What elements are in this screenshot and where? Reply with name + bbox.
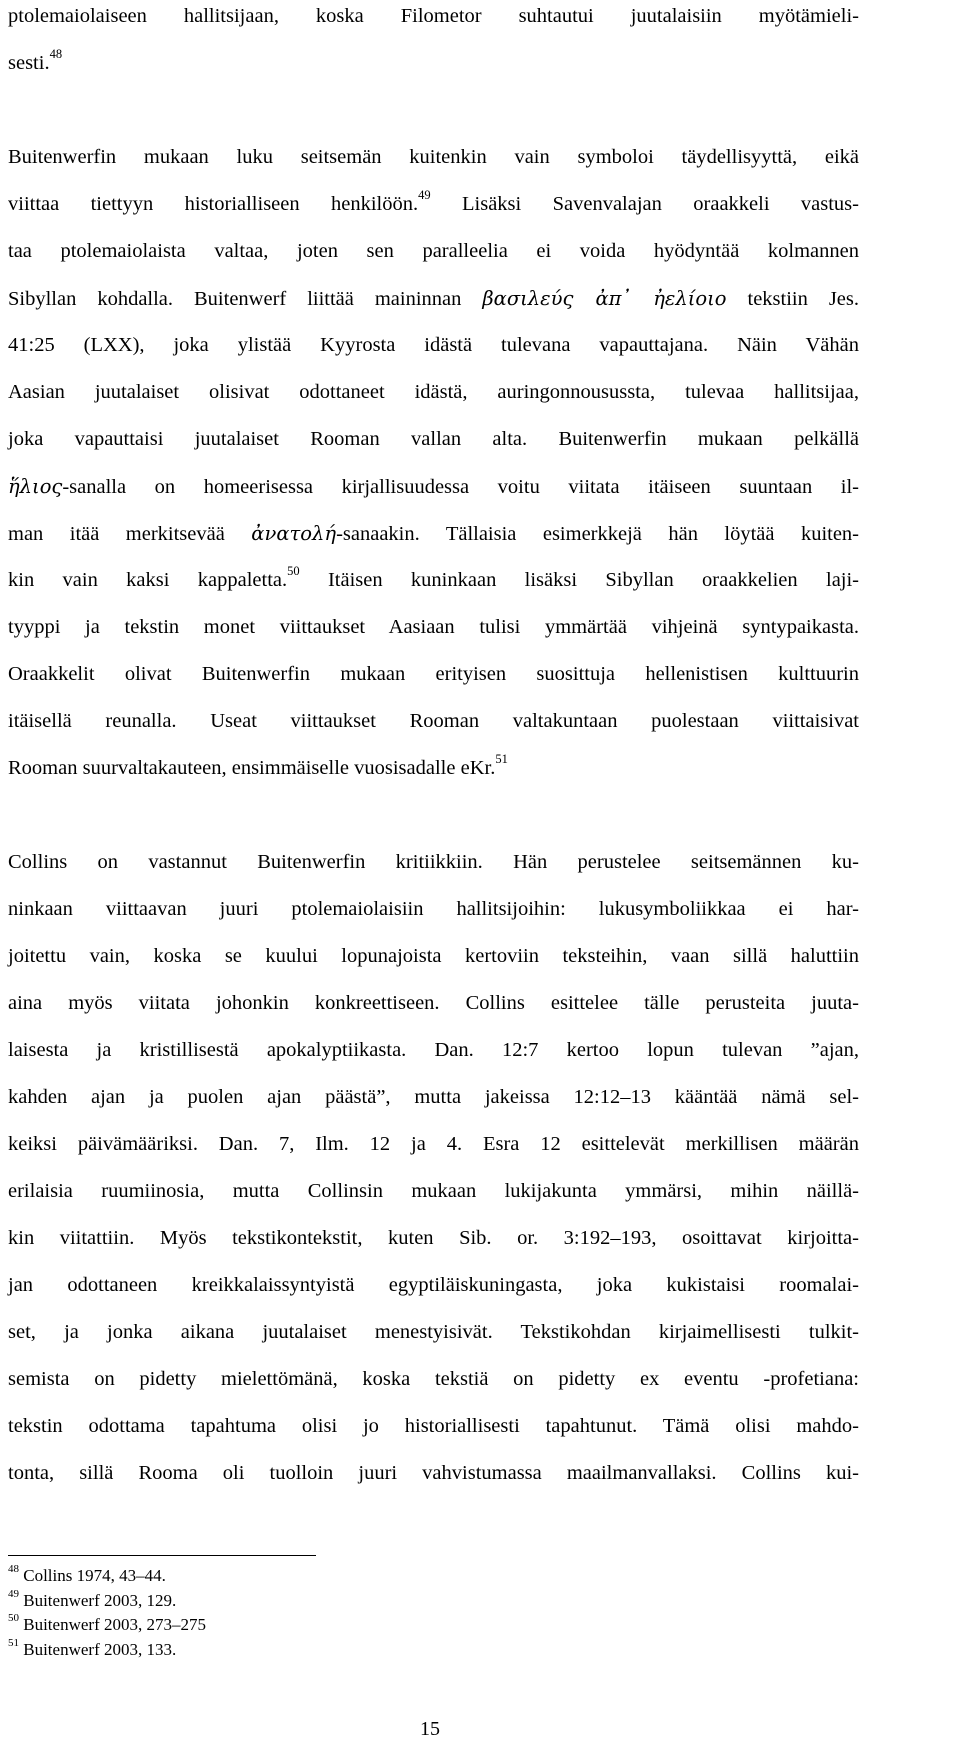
footnote-number: 51 — [8, 1636, 19, 1649]
line-text: Itäisen kuninkaan lisäksi Sibyllan oraakkelien laji- — [299, 569, 860, 591]
text-line — [8, 275, 859, 322]
text-line — [8, 1121, 859, 1168]
line-text: tekstiin Jes. — [726, 288, 860, 310]
footnote-ref: 48 — [49, 47, 63, 62]
greek-phrase: ἀνατολή — [251, 522, 337, 545]
body-text — [8, 0, 859, 1497]
line-text: kin viitattiin. Myös tekstikontekstit, kuten Sib. or. 3:192–193, osoittavat kirjoitta- — [8, 1227, 859, 1249]
line-text: taa ptolemaiolaista valtaa, joten sen paralleelia ei voida hyödyntää kolmannen — [8, 240, 859, 262]
text-line — [8, 1450, 859, 1497]
footnote — [8, 1564, 708, 1589]
line-text: -sanaakin. Tällaisia esimerkkejä hän löytää kuiten- — [336, 523, 860, 545]
greek-phrase: ἥλιος — [8, 475, 63, 498]
line-text: viittaa tiettyyn historialliseen henkilöön. — [8, 193, 419, 215]
footnote — [8, 1589, 708, 1614]
line-text: -sanalla on homeerisessa kirjallisuudessa voitu viitata itäiseen suuntaan il- — [62, 476, 859, 498]
text-line — [8, 651, 859, 698]
footnote-ref: 49 — [418, 188, 431, 203]
text-line — [8, 0, 859, 40]
text-line — [8, 322, 859, 369]
line-text: Sibyllan kohdalla. Buitenwerf liittää maininnan — [8, 288, 483, 310]
text-line — [8, 933, 859, 980]
footnote — [8, 1613, 708, 1638]
footnote-ref: 50 — [287, 564, 300, 579]
footnote-number: 50 — [8, 1612, 19, 1625]
footnote-text: Buitenwerf 2003, 273–275 — [23, 1615, 206, 1634]
text-line — [8, 886, 859, 933]
line-text: semista on pidetty mielettömänä, koska tekstiä on pidetty ex eventu -profetiana: — [8, 1368, 859, 1390]
line-text: 41:25 (LXX), joka ylistää Kyyrosta idästä tulevana vapauttajana. Näin Vähän — [8, 334, 859, 356]
footnote-number: 49 — [8, 1587, 19, 1600]
line-text: man itää merkitsevää — [8, 523, 252, 545]
text-line — [8, 980, 859, 1027]
text-line — [8, 698, 859, 745]
line-text: aina myös viitata johonkin konkreettiseen. Collins esittelee tälle perusteita juuta- — [8, 992, 859, 1014]
line-text: jan odottaneen kreikkalaissyntyistä egyptiläiskuningasta, joka kukistaisi roomalai- — [8, 1274, 859, 1296]
greek-phrase: βασιλεύς ἀπ᾽ ἠελίοιο — [482, 287, 727, 310]
text-line — [8, 1262, 859, 1309]
text-line — [8, 1027, 859, 1074]
text-line — [8, 1074, 859, 1121]
text-line — [8, 40, 859, 87]
paragraph-gap — [8, 792, 859, 839]
line-text: Rooman suurvaltakauteen, ensimmäiselle vuosisadalle eKr. — [8, 757, 496, 779]
text-line — [8, 745, 859, 792]
line-text: Buitenwerfin mukaan luku seitsemän kuitenkin vain symboloi täydellisyyttä, eikä — [8, 146, 859, 168]
line-text: Collins on vastannut Buitenwerfin kritiikkiin. Hän perustelee seitsemännen ku- — [8, 851, 859, 873]
line-text: kin vain kaksi kappaletta. — [8, 569, 288, 591]
line-text: tekstin odottama tapahtuma olisi jo historiallisesti tapahtunut. Tämä olisi mahdo- — [8, 1415, 859, 1437]
line-text: set, ja jonka aikana juutalaiset menestyisivät. Tekstikohdan kirjaimellisesti tulkit- — [8, 1321, 859, 1343]
line-text: joitettu vain, koska se kuului lopunajoista kertoviin teksteihin, vaan sillä haluttiin — [8, 945, 859, 967]
footnote-number: 48 — [8, 1563, 19, 1576]
line-text: sesti. — [8, 52, 50, 74]
page-number: 15 — [420, 1718, 440, 1740]
line-text: Lisäksi Savenvalajan oraakkeli vastus- — [430, 193, 859, 215]
text-line — [8, 1356, 859, 1403]
footnote-ref: 51 — [495, 752, 508, 767]
line-text: Aasian juutalaiset olisivat odottaneet idästä, auringonnousussta, tulevaa hallitsijaa, — [8, 381, 859, 403]
line-text: Oraakkelit olivat Buitenwerfin mukaan erityisen suosittuja hellenistisen kulttuurin — [8, 663, 859, 685]
text-line — [8, 1168, 859, 1215]
footnotes — [8, 1564, 708, 1662]
line-text: ninkaan viittaavan juuri ptolemaiolaisiin hallitsijoihin: lukusymboliikkaa ei har- — [8, 898, 859, 920]
line-text: tyyppi ja tekstin monet viittaukset Aasiaan tulisi ymmärtää vihjeinä syntypaikasta. — [8, 616, 859, 638]
text-line — [8, 1403, 859, 1450]
line-text: erilaisia ruumiinosia, mutta Collinsin mukaan lukijakunta ymmärsi, mihin näillä- — [8, 1180, 859, 1202]
line-text: joka vapauttaisi juutalaiset Rooman vallan alta. Buitenwerfin mukaan pelkällä — [8, 428, 859, 450]
line-text: tonta, sillä Rooma oli tuolloin juuri vahvistumassa maailmanvallaksi. Collins kui- — [8, 1462, 859, 1484]
paragraph-gap — [8, 87, 859, 134]
line-text: laisesta ja kristillisestä apokalyptiikasta. Dan. 12:7 kertoo lopun tulevan ”ajan, — [8, 1039, 859, 1061]
text-line — [8, 557, 859, 604]
text-line — [8, 228, 859, 275]
text-line — [8, 1215, 859, 1262]
line-text: itäisellä reunalla. Useat viittaukset Rooman valtakuntaan puolestaan viittaisivat — [8, 710, 859, 732]
text-line — [8, 369, 859, 416]
line-text: keiksi päivämääriksi. Dan. 7, Ilm. 12 ja 4. Esra 12 esittelevät merkillisen määrän — [8, 1133, 859, 1155]
line-text: kahden ajan ja puolen ajan päästä”, mutta jakeissa 12:12–13 kääntää nämä sel- — [8, 1086, 859, 1108]
footnote-text: Buitenwerf 2003, 129. — [23, 1590, 177, 1610]
footnote-text: Buitenwerf 2003, 133. — [23, 1639, 177, 1659]
text-line — [8, 181, 859, 228]
text-line — [8, 839, 859, 886]
text-line — [8, 1309, 859, 1356]
footnote-separator — [8, 1555, 316, 1556]
text-line — [8, 416, 859, 463]
text-line — [8, 604, 859, 651]
text-line — [8, 463, 859, 510]
line-text: ptolemaiolaiseen hallitsijaan, koska Filometor suhtautui juutalaisiin myötämieli- — [8, 5, 859, 27]
footnote — [8, 1638, 708, 1663]
footnote-text: Collins 1974, 43–44. — [23, 1566, 166, 1585]
text-line — [8, 510, 859, 557]
text-line — [8, 134, 859, 181]
